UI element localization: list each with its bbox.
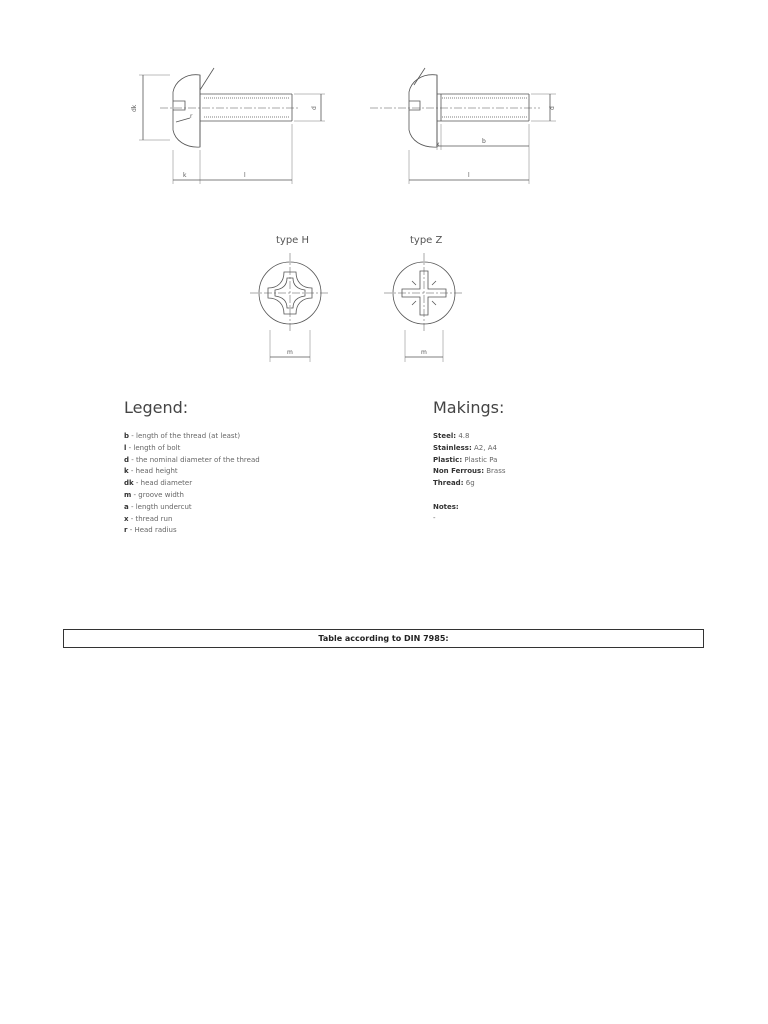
legend-list xyxy=(124,431,260,537)
type-z-head-view xyxy=(384,253,464,362)
type-h-head-view xyxy=(250,253,330,362)
makings-item: Non Ferrous: Brass xyxy=(433,467,506,476)
legend-title: Legend: xyxy=(124,398,189,417)
legend-item: dk - head diameter xyxy=(124,479,193,488)
technical-drawing xyxy=(0,0,768,380)
makings-item: Steel: 4.8 xyxy=(433,432,470,440)
legend-item: k - head height xyxy=(124,467,178,476)
dim-label-l-right: l xyxy=(468,172,470,179)
dim-label-k-left: k xyxy=(183,172,187,179)
dim-label-m-z: m xyxy=(421,349,427,356)
legend-item: a - length undercut xyxy=(124,502,192,511)
dim-label-b: b xyxy=(482,138,486,145)
makings-title: Makings: xyxy=(433,398,505,417)
type-h-label: type H xyxy=(276,235,310,246)
legend-item: b - length of the thread (at least) xyxy=(124,432,241,440)
notes-label: Notes: xyxy=(433,503,459,511)
legend-item: m - groove width xyxy=(124,490,184,499)
dim-label-d-left: d xyxy=(311,106,318,110)
table-title: Table according to DIN 7985: xyxy=(63,629,704,648)
makings-item: Thread: 6g xyxy=(433,479,475,488)
dim-label-x: x xyxy=(436,141,440,148)
legend-item: d - the nominal diameter of the thread xyxy=(124,455,260,464)
screw-side-view-left xyxy=(139,68,325,184)
notes-text: - xyxy=(433,514,436,522)
dim-label-dk: dk xyxy=(131,104,138,112)
notes-section xyxy=(433,502,459,524)
makings-item: Stainless: A2, A4 xyxy=(433,443,497,452)
dim-label-d-right: d xyxy=(549,106,556,110)
screw-side-view-right xyxy=(370,68,556,184)
dim-label-m-h: m xyxy=(287,349,293,356)
legend-item: x - thread run xyxy=(124,514,173,523)
legend-item: r - Head radius xyxy=(124,526,177,535)
legend-item: l - length of bolt xyxy=(124,443,181,452)
makings-list xyxy=(433,431,506,490)
type-z-label: type Z xyxy=(410,235,443,246)
makings-item: Plastic: Plastic Pa xyxy=(433,455,498,464)
dim-label-l-left: l xyxy=(244,172,246,179)
dim-label-r: r xyxy=(190,113,193,120)
